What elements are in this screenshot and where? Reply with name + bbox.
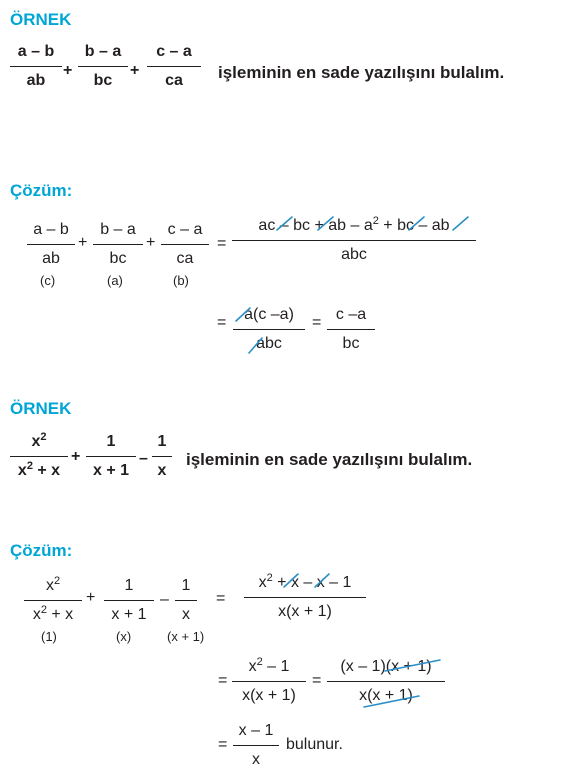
plus-sign: + — [78, 234, 88, 251]
fraction-a-minus-b-over-ab — [10, 44, 62, 89]
numerator: b – a — [100, 221, 136, 238]
denominator: abc — [256, 335, 282, 353]
numerator: $x^2 - 1$ — [248, 656, 290, 675]
fraction-bar — [232, 240, 476, 241]
fraction-bar — [233, 745, 279, 746]
equals-sign: = — [217, 314, 227, 331]
denominator: x + 1 — [92, 462, 130, 480]
example-heading: ÖRNEK — [10, 399, 72, 418]
factored-fraction — [233, 307, 305, 352]
numerator: a – b — [17, 43, 55, 60]
fraction-bar — [175, 600, 197, 601]
factored-fraction — [327, 659, 445, 704]
denominator: x — [182, 606, 190, 624]
fraction-x2-over-x2-plus-x — [10, 431, 68, 480]
numerator: 1 — [106, 433, 116, 450]
multiplier-label: (1) — [41, 629, 57, 644]
denominator: bc — [109, 250, 127, 268]
fraction-1-over-x-plus-1 — [104, 578, 154, 623]
fraction-1-over-x — [175, 578, 197, 623]
fraction-b-minus-a-over-bc — [78, 44, 128, 89]
instruction-text: işleminin en sade yazılışını bulalım. — [186, 450, 473, 469]
fraction-bar — [10, 66, 62, 67]
fraction-bar — [161, 244, 209, 245]
denominator: $x^2 + x$ — [32, 604, 74, 624]
fraction-bar — [78, 66, 128, 67]
equals-sign: = — [218, 672, 228, 689]
numerator: a – b — [33, 221, 69, 238]
plus-sign: + — [71, 448, 81, 465]
plus-sign: + — [146, 234, 156, 251]
minus-sign: – — [160, 591, 169, 608]
fraction-b-minus-a-over-bc — [93, 222, 143, 267]
denominator: bc — [342, 335, 360, 353]
fraction-bar — [104, 600, 154, 601]
fraction-c-minus-a-over-ca — [161, 222, 209, 267]
conclusion-text: bulunur. — [286, 736, 343, 753]
fraction-bar — [233, 329, 305, 330]
equals-sign: = — [312, 314, 322, 331]
numerator: c – a — [167, 221, 203, 238]
combined-fraction — [244, 572, 366, 621]
multiplier-label: (b) — [173, 273, 189, 288]
denominator: abc — [341, 246, 367, 264]
result-fraction — [327, 307, 375, 352]
fraction-bar — [152, 456, 172, 457]
multiplier-label: (a) — [107, 273, 123, 288]
fraction-bar — [244, 597, 366, 598]
numerator: 1 — [157, 433, 167, 450]
fraction-bar — [10, 456, 68, 457]
numerator: $x^2 + x - x - 1$ — [258, 572, 352, 591]
plus-sign: + — [86, 589, 96, 606]
fraction-x2-over-x2-plus-x — [24, 575, 82, 624]
numerator: ac – bc + ab – $a^2$ + bc – ab — [258, 215, 450, 234]
numerator: (x – 1)(x + 1) — [340, 658, 432, 675]
denominator: ab — [42, 250, 60, 268]
fraction-bar — [232, 681, 306, 682]
plus-sign: + — [63, 62, 73, 79]
minus-sign: – — [139, 450, 148, 467]
denominator: x + 1 — [111, 606, 147, 624]
multiplier-label: (c) — [40, 273, 56, 288]
equals-sign: = — [312, 672, 322, 689]
equals-sign: = — [216, 590, 226, 607]
multiplier-label: (x) — [116, 629, 132, 644]
final-fraction — [233, 723, 279, 768]
numerator: $x^2$ — [45, 575, 61, 594]
numerator: b – a — [84, 43, 122, 60]
fraction-bar — [147, 66, 201, 67]
multiplier-label: (x + 1) — [167, 629, 205, 644]
equals-sign: = — [217, 235, 227, 252]
numerator: a(c –a) — [244, 306, 294, 323]
denominator: x(x + 1) — [242, 687, 296, 705]
numerator: 1 — [124, 577, 134, 594]
denominator: ca — [165, 72, 183, 90]
example-heading: ÖRNEK — [10, 10, 72, 29]
fraction-bar — [86, 456, 136, 457]
fraction-c-minus-a-over-ca — [147, 44, 201, 89]
plus-sign: + — [130, 62, 140, 79]
numerator: c – a — [156, 43, 192, 60]
numerator: x – 1 — [238, 722, 274, 739]
denominator: ca — [176, 250, 194, 268]
equals-sign: = — [218, 736, 228, 753]
fraction-1-over-x — [152, 434, 172, 479]
denominator: ab — [26, 72, 46, 90]
fraction-bar — [27, 244, 75, 245]
fraction-bar — [327, 329, 375, 330]
denominator: x — [252, 751, 260, 769]
difference-of-squares-fraction — [232, 656, 306, 705]
fraction-1-over-x-plus-1 — [86, 434, 136, 479]
denominator: $x^2 + x$ — [17, 460, 61, 480]
denominator: x(x + 1) — [359, 687, 413, 705]
numerator: c –a — [335, 306, 367, 323]
solution-heading: Çözüm: — [10, 181, 73, 200]
numerator: 1 — [181, 577, 191, 594]
denominator: bc — [93, 72, 113, 90]
fraction-bar — [93, 244, 143, 245]
denominator: x(x + 1) — [278, 603, 332, 621]
fraction-bar — [24, 600, 82, 601]
instruction-text: işleminin en sade yazılışını bulalım. — [218, 63, 505, 82]
fraction-bar — [327, 681, 445, 682]
denominator: x — [157, 462, 167, 480]
solution-heading: Çözüm: — [10, 541, 73, 560]
numerator: $x^2$ — [31, 431, 47, 450]
combined-fraction — [232, 215, 476, 264]
fraction-a-minus-b-over-ab — [27, 222, 75, 267]
